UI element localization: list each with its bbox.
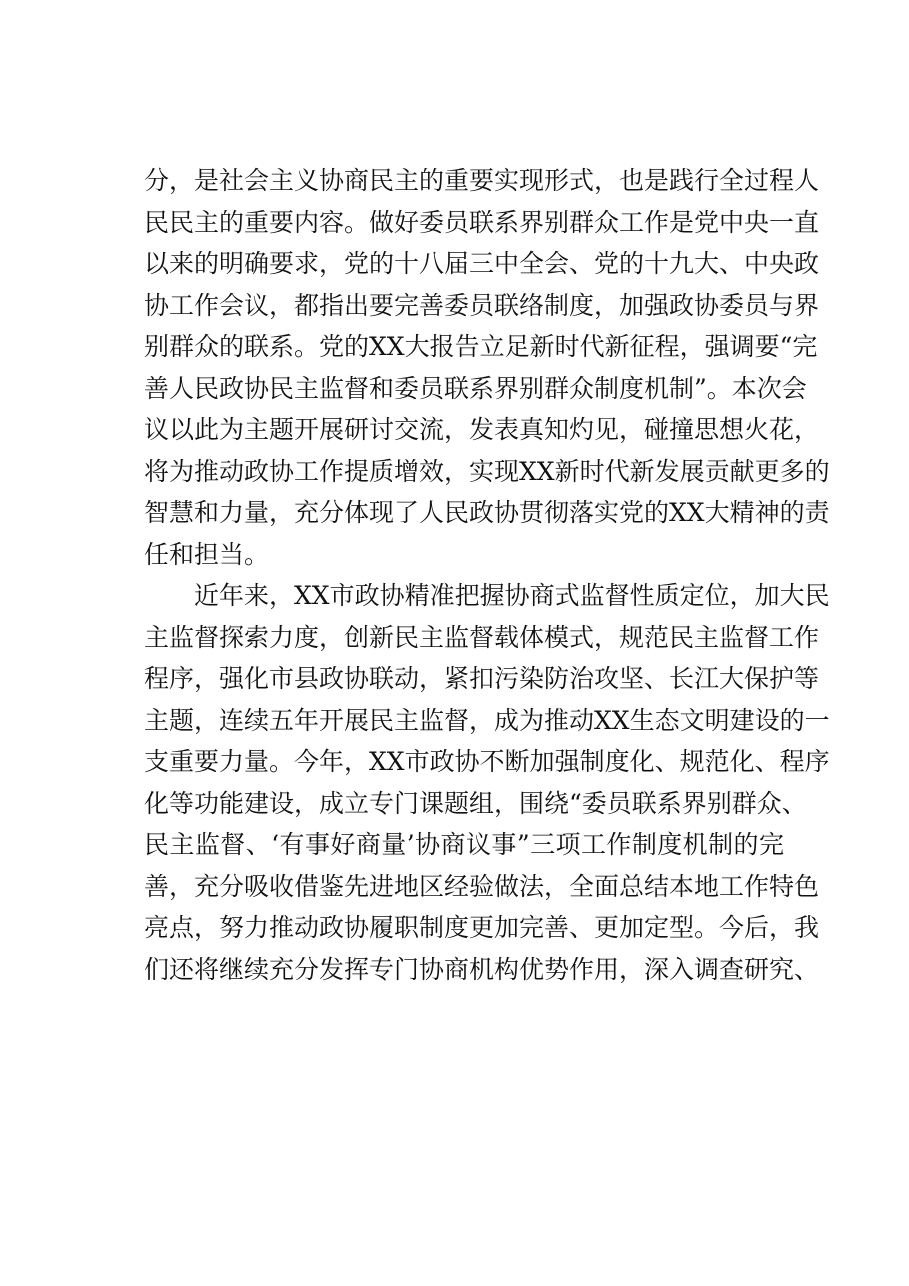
paragraph-2 — [144, 575, 830, 990]
text-line: 将为推动政协工作提质增效，实现XX新时代新发展贡献更多的 — [144, 456, 830, 486]
text-line: 化等功能建设，成立专门课题组，围绕“委员联系界别群众、 — [144, 788, 807, 818]
body-text — [144, 160, 830, 990]
text-line: 主题，连续五年开展民主监督，成为推动XX生态文明建设的一 — [144, 705, 830, 735]
text-line: 亮点，努力推动政协履职制度更加完善、更加定型。今后，我 — [144, 913, 820, 942]
text-line: 分，是社会主义协商民主的重要实现形式，也是践行全过程人 — [144, 166, 820, 195]
text-line: 以来的明确要求，党的十八届三中全会、党的十九大、中央政 — [144, 249, 820, 278]
text-line: 协工作会议，都指出要完善委员联络制度，加强政协委员与界 — [144, 290, 820, 320]
text-line: 民民主的重要内容。做好委员联系界别群众工作是党中央一直 — [144, 207, 820, 237]
paragraph-1 — [144, 160, 830, 575]
text-line: 支重要力量。今年，XX市政协不断加强制度化、规范化、程序 — [144, 747, 830, 776]
text-line: 议以此为主题开展研讨交流，发表真知灼见，碰撞思想火花， — [144, 415, 820, 444]
text-line: 任和担当。 — [144, 539, 270, 569]
text-line: 善人民政协民主监督和委员联系界别群众制度机制”。本次会 — [144, 373, 807, 403]
text-line: 近年来，XX市政协精准把握协商式监督性质定位，加大民 — [194, 581, 830, 610]
text-line: 智慧和力量，充分体现了人民政协贯彻落实党的XX大精神的责 — [144, 498, 830, 527]
text-line: 民主监督、‘有事好商量’协商议事”三项工作制度机制的完 — [144, 830, 784, 859]
text-line: 主监督探索力度，创新民主监督载体模式，规范民主监督工作 — [144, 622, 820, 652]
text-line: 别群众的联系。党的XX大报告立足新时代新征程，强调要“完 — [144, 332, 818, 361]
text-line: 程序，强化市县政协联动，紧扣污染防治攻坚、长江大保护等 — [144, 664, 820, 693]
text-line: 们还将继续充分发挥专门协商机构优势作用，深入调查研究、 — [144, 954, 820, 984]
text-line: 善，充分吸收借鉴先进地区经验做法，全面总结本地工作特色 — [144, 871, 820, 901]
